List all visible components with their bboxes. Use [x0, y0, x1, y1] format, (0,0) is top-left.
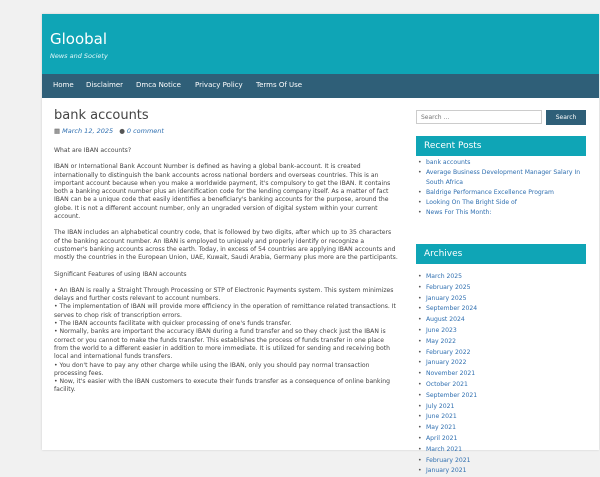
archive-link[interactable]: • September 2024: [416, 304, 588, 315]
post-bullet: • You don't have to pay any other charge while using the IBAN, only you should pay normal transaction processing fees.: [54, 361, 370, 377]
calendar-icon: ▦: [54, 127, 61, 135]
archive-link[interactable]: • January 2021: [416, 466, 588, 477]
search-button[interactable]: Search: [546, 110, 586, 125]
recent-post-link[interactable]: • Baldrige Performance Excellence Program: [416, 188, 588, 198]
nav-item-privacy-policy[interactable]: Privacy Policy: [195, 81, 243, 89]
recent-posts-list: [416, 158, 588, 218]
post-bullet: • Normally, banks are important the accuracy IBAN during a fund transfer and so they check just the IBAN is correct or you cannot to make the funds transfer. This establishes the process of funds transfer in one place from the world to a different easier in addition to more immediate. It is utilized for sending and receiving both local and international funds transfers.: [54, 328, 390, 361]
archive-link[interactable]: • January 2025: [416, 294, 588, 305]
archive-link[interactable]: • February 2022: [416, 348, 588, 359]
nav-item-dmca-notice[interactable]: Dmca Notice: [136, 81, 181, 89]
archives-title: Archives: [416, 244, 586, 264]
archive-link[interactable]: • January 2022: [416, 358, 588, 369]
recent-post-link[interactable]: • Average Business Development Manager Salary In South Africa: [416, 168, 588, 188]
archive-link[interactable]: • June 2021: [416, 412, 588, 423]
page-wrapper: [42, 14, 599, 475]
search-input[interactable]: [416, 110, 542, 124]
site-header: [42, 14, 599, 74]
archive-link[interactable]: • May 2021: [416, 423, 588, 434]
recent-posts-title: Recent Posts: [416, 136, 586, 156]
site-description: News and Society: [50, 52, 108, 60]
nav-item-home[interactable]: Home: [53, 81, 74, 89]
archive-link[interactable]: • February 2021: [416, 456, 588, 467]
comment-icon: ●: [119, 127, 125, 135]
archive-link[interactable]: • July 2021: [416, 402, 588, 413]
post-bullet: • The implementation of IBAN will provide more efficiency in the operation of remittance related transactions. It serves to chop risk of transcription errors.: [54, 303, 396, 319]
archive-link[interactable]: • November 2021: [416, 369, 588, 380]
archive-link[interactable]: • June 2023: [416, 326, 588, 337]
main-nav: [42, 74, 599, 98]
archive-link[interactable]: • August 2024: [416, 315, 588, 326]
site-title[interactable]: Gloobal: [50, 30, 108, 48]
post-paragraph: What are IBAN accounts?: [54, 147, 132, 154]
post-bullet: • The IBAN accounts facilitate with quicker processing of one's funds transfer.: [54, 320, 292, 328]
nav-item-terms-of-use[interactable]: Terms Of Use: [256, 81, 303, 89]
archive-link[interactable]: • March 2021: [416, 445, 588, 456]
archive-link[interactable]: • April 2021: [416, 434, 588, 445]
post-bullet: • An IBAN is really a Straight Through Processing or STP of Electronic Payments system. This system minimizes delays and further costs relevant to account numbers.: [54, 286, 394, 303]
archive-link[interactable]: • May 2022: [416, 337, 588, 348]
recent-post-link[interactable]: • News For This Month:: [416, 208, 588, 218]
archive-link[interactable]: • September 2021: [416, 391, 588, 402]
archive-link[interactable]: • February 2025: [416, 283, 588, 294]
recent-post-link[interactable]: • bank accounts: [416, 158, 588, 168]
archive-link[interactable]: • March 2025: [416, 272, 588, 283]
nav-item-disclaimer[interactable]: Disclaimer: [86, 81, 124, 89]
post-date[interactable]: March 12, 2025: [62, 127, 114, 135]
archive-link[interactable]: • October 2021: [416, 380, 588, 391]
post-title[interactable]: bank accounts: [54, 108, 149, 123]
archives-list: [416, 272, 588, 477]
post-body: [54, 147, 399, 395]
recent-post-link[interactable]: • Looking On The Bright Side of: [416, 198, 588, 208]
post-bullet: • Now, it's easier with the IBAN customers to execute their funds transfer as a consequence of online banking facility.: [54, 378, 390, 394]
post-meta: [54, 127, 164, 135]
post-paragraph: The IBAN includes an alphabetical country code, that is followed by two digits, after which up to 35 characters of the banking account number. An IBAN is employed to uniquely and properly identify or recognize a customer's banking accounts across the earth. Today, in excess of 54 countries are applying IBAN accounts and mostly the countries in the European Union, UAE, Kuwait, Saudi Arabia, Germany plus more are the participants.: [54, 229, 398, 262]
post-paragraph: IBAN or International Bank Account Number is defined as having a global bank-account. It is created internationally to distinguish the bank accounts across national borders and overseas countries. This is an important account because when you make a worldwide payment, it's compulsory to get the IBAN. It contains both a banking account number plus an identification code for the lending company itself. As a matter of fact IBAN can be a unique code that easily identifies a beneficiary's banking accounts for the purpose, around the globe. It is not a different account number, only an ungraded version of digital system within your current account.: [54, 163, 391, 221]
post-comments-link[interactable]: 0 comment: [126, 127, 164, 135]
post-paragraph: Significant Features of using IBAN accounts: [54, 270, 187, 278]
